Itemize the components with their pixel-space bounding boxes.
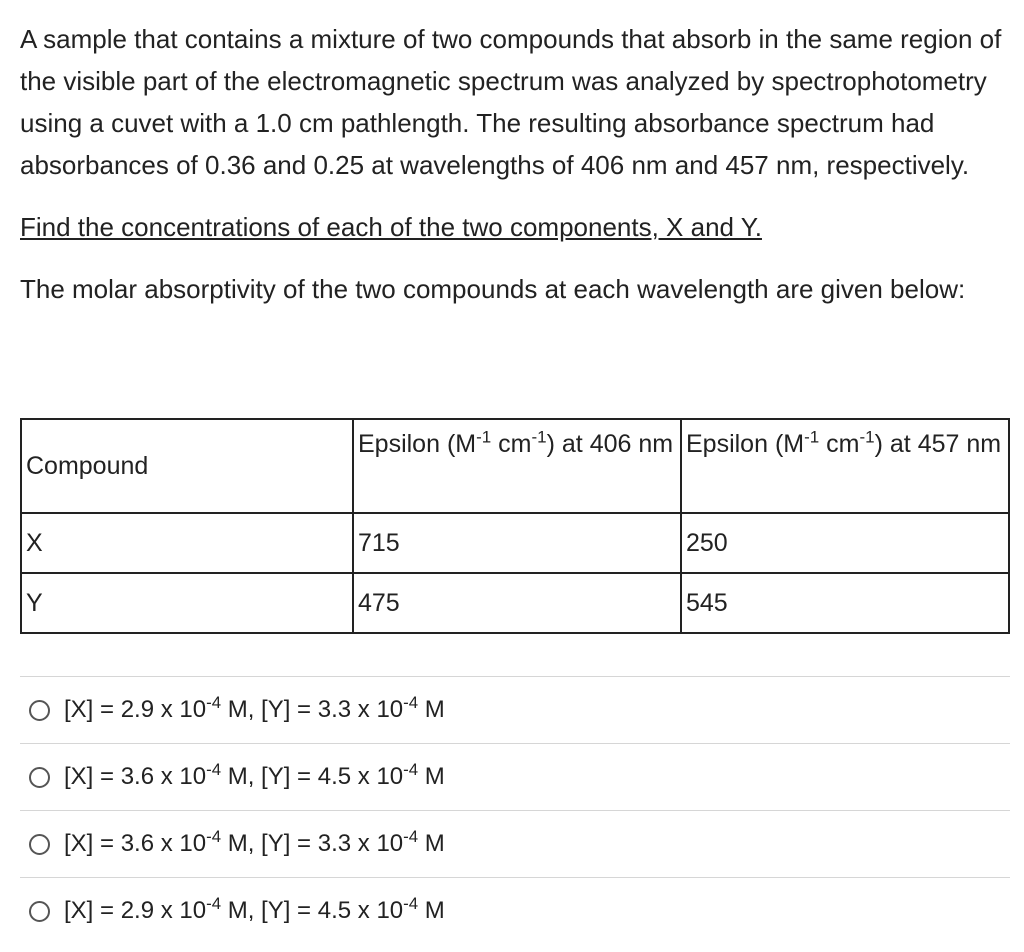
header-compound: Compound — [21, 419, 353, 513]
table-header-row — [21, 419, 1009, 513]
cell-compound: X — [21, 513, 353, 573]
answer-option-label[interactable]: [X] = 2.9 x $10^{-4}$ M, [Y] = 4.5 x $10^{-4}$ M — [64, 894, 445, 924]
cell-epsilon-457: 250 — [681, 513, 1009, 573]
table-row — [21, 573, 1009, 633]
cell-compound: Y — [21, 573, 353, 633]
answer-option[interactable] — [20, 743, 1010, 810]
absorptivity-table — [20, 418, 1010, 634]
question-content — [20, 18, 1010, 310]
answer-option[interactable] — [20, 877, 1010, 944]
question-paragraph: A sample that contains a mixture of two compounds that absorb in the same region of the visible part of the electromagnetic spectrum was analyzed by spectrophotometry using a cuvet with a 1.0 cm pathlength. The resulting absorbance spectrum had absorbances of 0.36 and 0.25 at wavelengths of 406 nm and 457 nm, respectively. — [20, 24, 1002, 180]
answer-option-label[interactable]: [X] = 3.6 x $10^{-4}$ M, [Y] = 4.5 x $10^{-4}$ M — [64, 760, 445, 790]
radio-button[interactable] — [29, 700, 50, 721]
cell-epsilon-457: 545 — [681, 573, 1009, 633]
answer-option[interactable] — [20, 810, 1010, 877]
radio-button[interactable] — [29, 767, 50, 788]
header-epsilon-457: Epsilon ($M^{-1}$ $cm^{-1}$) at 457 nm — [681, 419, 1009, 513]
answer-option[interactable] — [20, 676, 1010, 743]
answer-option-label[interactable]: [X] = 3.6 x $10^{-4}$ M, [Y] = 3.3 x $10^{-4}$ M — [64, 827, 445, 857]
cell-epsilon-406: 715 — [353, 513, 681, 573]
table-intro: The molar absorptivity of the two compounds at each wavelength are given below: — [20, 274, 966, 304]
cell-epsilon-406: 475 — [353, 573, 681, 633]
answer-option-label[interactable]: [X] = 2.9 x $10^{-4}$ M, [Y] = 3.3 x $10^{-4}$ M — [64, 693, 445, 723]
question-task: Find the concentrations of each of the two components, X and Y. — [20, 212, 762, 242]
radio-button[interactable] — [29, 834, 50, 855]
header-epsilon-406: Epsilon ($M^{-1}$ $cm^{-1}$) at 406 nm — [353, 419, 681, 513]
answer-options — [20, 676, 1010, 944]
radio-button[interactable] — [29, 901, 50, 922]
table-row — [21, 513, 1009, 573]
